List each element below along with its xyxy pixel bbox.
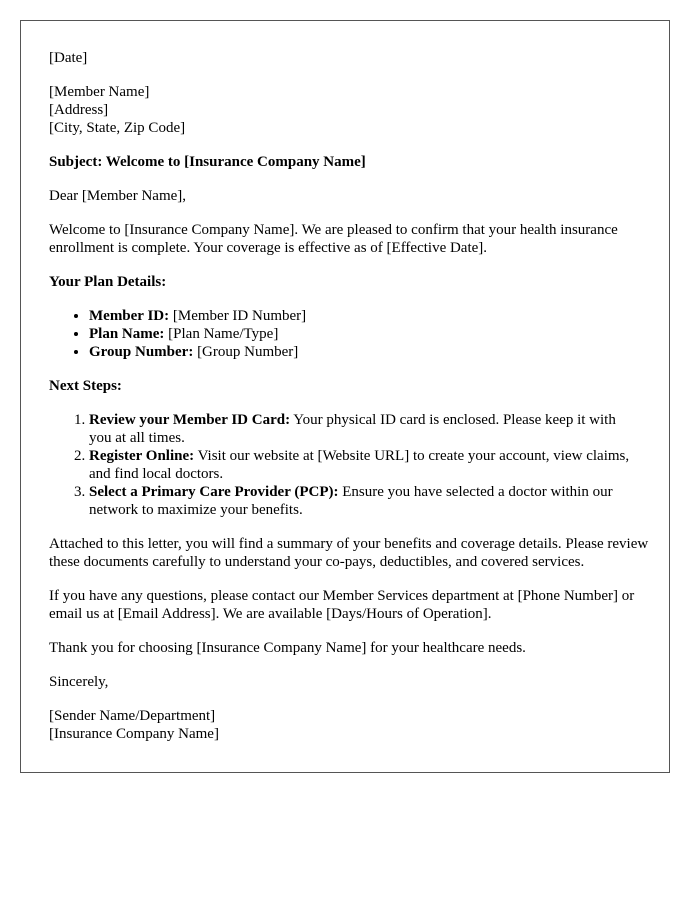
- plan-detail-group-number: [89, 343, 649, 361]
- plan-detail-value: [Member ID Number]: [169, 308, 307, 324]
- next-step-register-online: [89, 447, 649, 483]
- sender-company: [Insurance Company Name]: [49, 726, 219, 742]
- next-step-text: Visit our website at [Website URL] to create your account, view claims, and find local doctors.: [89, 448, 630, 482]
- contact-paragraph: If you have any questions, please contact our Member Services department at [Phone Number] or email us at [Email Address]. We are available [Days/Hours of Operation].: [49, 588, 635, 622]
- plan-detail-value: [Plan Name/Type]: [164, 326, 279, 342]
- recipient-address: [Address]: [49, 102, 109, 118]
- next-steps-heading: Next Steps:: [49, 378, 122, 394]
- recipient-city-state-zip: [City, State, Zip Code]: [49, 120, 186, 136]
- next-step-review-id-card: [89, 411, 649, 447]
- plan-detail-label: Group Number:: [89, 344, 194, 360]
- recipient-address-block: [49, 83, 649, 137]
- thanks-paragraph: Thank you for choosing [Insurance Company Name] for your healthcare needs.: [49, 640, 526, 656]
- next-step-select-pcp: [89, 483, 649, 519]
- signature-block: [49, 707, 649, 743]
- recipient-name: [Member Name]: [49, 84, 150, 100]
- closing: Sincerely,: [49, 674, 109, 690]
- letter-date: [Date]: [49, 50, 88, 66]
- plan-details-heading: Your Plan Details:: [49, 274, 167, 290]
- next-step-label: Register Online:: [89, 448, 195, 464]
- plan-detail-member-id: [89, 307, 649, 325]
- next-step-text: Ensure you have selected a doctor within our network to maximize your benefits.: [89, 484, 613, 518]
- next-step-text: Your physical ID card is enclosed. Please keep it with you at all times.: [89, 412, 616, 446]
- intro-paragraph: Welcome to [Insurance Company Name]. We are pleased to confirm that your health insurance enrollment is complete. Your coverage is effective as of [Effective Date].: [49, 222, 618, 256]
- letter: [20, 20, 670, 773]
- plan-detail-plan-name: [89, 325, 649, 343]
- next-step-label: Review your Member ID Card:: [89, 412, 291, 428]
- attachment-paragraph: Attached to this letter, you will find a summary of your benefits and coverage details. Please review these documents carefully to understand your co-pays, deductibles, and covered services.: [49, 536, 649, 570]
- salutation: Dear [Member Name],: [49, 188, 187, 204]
- sender-name: [Sender Name/Department]: [49, 708, 216, 724]
- plan-detail-label: Plan Name:: [89, 326, 165, 342]
- next-steps-list: [49, 411, 649, 519]
- plan-detail-value: [Group Number]: [193, 344, 299, 360]
- plan-detail-label: Member ID:: [89, 308, 170, 324]
- next-step-label: Select a Primary Care Provider (PCP):: [89, 484, 339, 500]
- letter-subject: Subject: Welcome to [Insurance Company Name]: [49, 154, 366, 170]
- plan-details-list: [49, 307, 649, 361]
